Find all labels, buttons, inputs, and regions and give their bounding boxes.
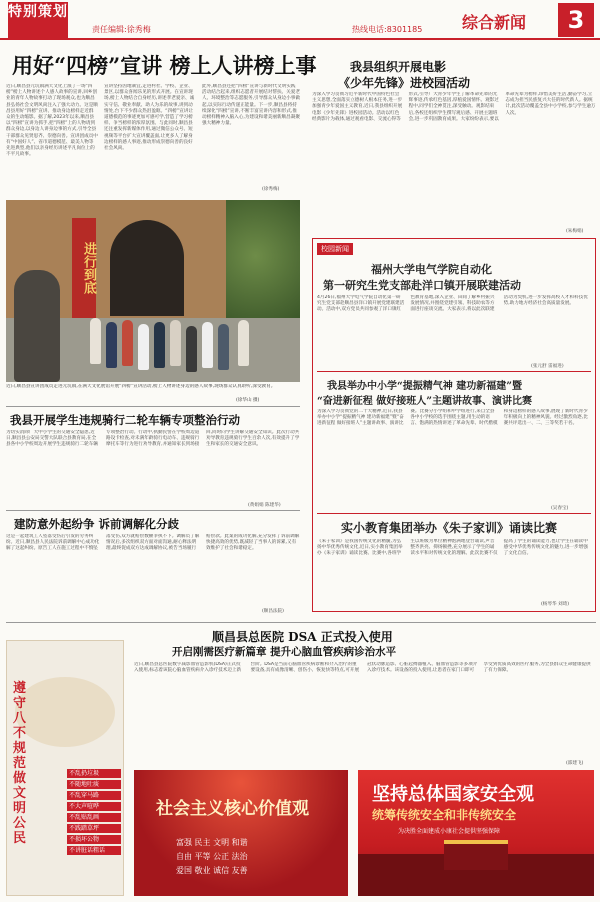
page-header <box>0 0 600 40</box>
youth-headline-2: 《少年先锋》进校园活动 <box>338 76 471 90</box>
hospital-headline-2: 开启刚需医疗新篇章 提升心脑血管疾病诊治水平 <box>172 646 397 658</box>
poster1-item: 不乱扔垃圾 <box>67 769 121 778</box>
poster1-item: 不大声喧哗 <box>67 802 121 811</box>
divider <box>317 513 591 514</box>
traffic-body: 为切实消除广大中小学生的交通安全隐患,近日,顺昌县公安局交警大队联合县教育局,在全县各中小学校周边开展学生违规骑行二轮车辆专项整治行动。行动中,执勤民警在学校周边道路设卡检查,对未满年龄骑行电动车、违规骑行摩托车等行为进行劝导教育,并通知家长到场接回,同时向学生讲解交通安全知识。此次行动共劝导教育违规骑行学生百余人次,有效提升了学生和家长的交通安全意识。 <box>6 430 300 448</box>
hotline-line: 热线电话:8301185 <box>352 25 423 34</box>
photo-banner: 进行到底 <box>72 218 96 318</box>
campus-a1-headline-1: 福州大学电气学院自动化 <box>371 263 492 276</box>
page-number: 3 <box>558 3 594 37</box>
main-body-col1: 近日,顺昌县元坑镇满天文化上演了一场“四榜”榜上人物讲述个人感人故事的宣讲,回乡创业的青年人物故事打动了现场观众,也为顺昌县弘扬社会文明风尚注入了强大动力。这是顺昌县用好“四榜”宣讲、推动身边榜样走近群众的生动缩影。据了解,2023年以来,顺昌县以“四榜”宣讲为抓手,把“四榜”上的人物请到群众身边,以身边人讲身边事的方式,引导全县干部群众见贤思齐、崇德向善。宣讲团成员中有“中国好人”、省市道德模范、最美人物等先进典型,他们以亲身经历讲述平凡岗位上的不平凡故事。 <box>6 84 98 158</box>
campus-a1-headline-2: 第一研究生党支部赴洋口镇开展联建活动 <box>323 279 521 292</box>
hospital-headline-1: 顺昌县总医院 DSA 正式投入使用 <box>212 630 393 644</box>
campus-a2-body: 为深入学习贯彻党的二十大精神,近日,我县举办中小学“提振精气神 建功新福建”暨“奋进新征程 做好接班人”主题讲故事、演讲比赛。比赛分小学组和中学组进行,来自全县各中小学校的选手围绕主题,用生动的语言、饱满的热情讲述了革命先辈、时代楷模和身边榜样的感人故事,展现了新时代青少年积极向上的精神风貌。经过激烈角逐,比赛共评选出一、二、三等奖若干名。 <box>317 409 588 427</box>
main-headline: 用好“四榜”宣讲 榜上人讲榜上事 <box>12 53 317 78</box>
divider <box>6 510 300 511</box>
youth-byline: (朱梅娟) <box>566 229 584 234</box>
divider <box>6 406 300 407</box>
poster3-subtitle: 统筹传统安全和非传统安全 <box>372 808 517 822</box>
traffic-byline: (黄娟娟 陈建华) <box>248 503 281 508</box>
poster3-building <box>444 840 508 870</box>
campus-a1-byline: (张元舒 雷福进) <box>531 364 564 369</box>
civic-poster <box>6 640 124 896</box>
photo-person <box>138 324 149 370</box>
campus-a2-headline-2: “奋进新征程 做好接班人”主题讲故事、演讲比赛 <box>317 396 532 407</box>
poster1-item: 不乱贴乱画 <box>67 813 121 822</box>
mediation-headline: 建防意外起纷争 诉前调解化分歧 <box>14 517 180 531</box>
campus-news-box <box>312 238 596 612</box>
header-rule <box>0 38 600 40</box>
poster1-items <box>67 769 121 857</box>
photo-person <box>122 320 133 366</box>
photo-person <box>170 320 181 366</box>
poster2-bg <box>134 770 348 896</box>
photo-person <box>154 322 165 368</box>
divider <box>317 371 591 372</box>
poster1-item: 不随地吐痰 <box>67 780 121 789</box>
campus-a3-body: 《朱子家训》是我国传统文化的精髓,为弘扬中华优秀传统文化,近日,实小教育集团举办《朱子家训》诵读比赛。比赛中,各班学生以班级为单位精神饱满地登台诵读,声音整齐洪亮、抑扬顿挫,充分展示了学生的诵读水平和对传统文化的理解。此次比赛不仅提高了学生的诵读能力,也让学生在诵读中感受中华优秀传统文化的魅力,进一步增强了文化自信。 <box>317 539 588 557</box>
photo-person <box>90 318 101 364</box>
photo-person <box>238 320 249 366</box>
photo-caption: 近日,顺昌县宣讲团成员走进元坑镇,在满天文化展馆开展“四榜”宣讲活动,榜上人物讲述身边的感人故事,现场群众认真聆听,深受教育。 <box>6 384 276 389</box>
campus-news-badge: 校园新闻 <box>317 243 353 255</box>
photo-statue <box>14 270 60 382</box>
core-values-poster <box>134 770 348 896</box>
main-byline: (徐秀梅) <box>262 187 280 192</box>
hospital-body: 近日,顺昌县总医院数字减影血管造影机(DSA)正式投入使用,标志着该院心脑血管疾病介入诊疗技术迈上新台阶。DSA是当前心脑血管疾病诊断和介入治疗的重要设备,具有成像清晰、创伤小、恢复快等特点,可开展冠状动脉造影、心脏起搏器植入、脑血管造影等多项介入诊疗技术。该设备的投入使用,让患者在家门口即可享受到优质高效的医疗服务,为全县群众生命健康提供了有力保障。 <box>134 662 591 674</box>
editor-line: 责任编辑:徐秀梅 <box>92 25 151 34</box>
photo-doorway <box>110 220 184 316</box>
campus-a3-byline: (杨琴华 刘琦) <box>541 602 570 607</box>
photo-person <box>218 324 229 370</box>
poster1-item: 不乱穿马路 <box>67 791 121 800</box>
mediation-byline: (顺昌法院) <box>262 609 284 614</box>
poster3-small: 为决胜全面建成小康社会提供坚强保障 <box>398 828 501 835</box>
poster2-row: 富强 民主 文明 和谐 <box>176 838 248 847</box>
poster3-title: 坚持总体国家安全观 <box>372 784 534 805</box>
main-body-col2: 宣讲坚持因地制宜,走进村社、学校、企业、景区,以群众喜闻乐见的形式开展。在宣讲现场,榜上人物结合自身经历,讲述孝老爱亲、诚实守信、敬业奉献、助人为乐的故事,讲到动情处,台下不少群众热泪盈眶。“四榜”宣讲让道德模范的事迹更加可感可学,营造了学习榜样、争当榜样的浓厚氛围。与此同时,顺昌县还注重发挥新媒体作用,通过微信公众号、短视频等平台扩大宣讲覆盖面,让更多人了解身边榜样的感人事迹,推动形成崇德向善的良好社会风尚。 <box>104 84 195 152</box>
poster1-title: 遵守八不 规范 做文明公民 <box>13 681 27 846</box>
photo-person <box>186 326 197 372</box>
poster2-row: 爱国 敬业 诚信 友善 <box>176 866 248 875</box>
divider <box>6 622 596 623</box>
poster2-row: 自由 平等 公正 法治 <box>176 852 248 861</box>
poster1-item: 不损坏公物 <box>67 835 121 844</box>
campus-a3-headline: 实小教育集团举办《朱子家训》诵读比赛 <box>341 521 558 535</box>
news-photo <box>6 200 300 382</box>
campus-a1-body: 4月26日,福州大学电气学院自动化第一研究生党支部赴顺昌县洋口镇开展党建联建活动。活动中,双方党员共同参观了洋口镇红色教育基地,深入企业、田间了解乡村振兴发展情况,并围绕党建引领、科技助农等方面进行座谈交流。大家表示,将以此次联建活动为契机,进一步发挥高校人才和科技优势,助力地方经济社会高质量发展。 <box>317 295 588 313</box>
national-security-poster <box>358 770 594 896</box>
campus-a2-byline: (吴春宝) <box>551 506 569 511</box>
traffic-headline: 我县开展学生违规骑行二轮车辆专项整治行动 <box>10 413 240 427</box>
poster1-item: 不讲脏话粗话 <box>67 846 121 855</box>
youth-headline-1: 我县组织开展电影 <box>350 60 447 74</box>
column-logo: 特别策划 <box>8 2 68 38</box>
photo-credit: (徐华山 摄) <box>236 398 260 403</box>
campus-a2-headline-1: 我县举办中小学“提振精气神 建功新福建”暨 <box>327 381 522 392</box>
hospital-byline: (邵建飞) <box>566 761 584 766</box>
mediation-body: 这是一起建筑工人坠落受伤后引发的劳务纠纷。近日,顺昌县人民法院诉前调解中心成功化解了这起纠纷。原告工人在施工过程中不慎坠落受伤,双方就赔偿数额争执不下。调解员了解情况后,多次组织双方面对面沟通,耐心释法明理,最终促成双方达成调解协议,被告当场履行赔偿款。此案的成功化解,充分发挥了诉前调解快捷高效的优势,既减轻了当事人的诉累,又有效维护了社会和谐稳定。 <box>6 534 300 552</box>
section-title: 综合新闻 <box>462 13 527 32</box>
youth-body: 为深入学习贯彻习近平新时代中国特色社会主义思想,全面落实立德树人根本任务,进一步加强青少年爱国主义教育,近日,我县组织开展电影《少年先锋》进校园活动。活动以红色经典影片为载体,通过观看电影、交流心得等形式,引导广大青少年学生了解革命先辈的光辉事迹,传承红色基因,厚植爱国情怀。观影过程中,同学们全神贯注,深受触动。观影结束后,各校还组织学生撰写观后感、开展主题班会,进一步巩固教育成果。大家纷纷表示,要以革命先辈为榜样,珍惜美好生活,勤奋学习,立志成为担当民族复兴大任的时代新人。据统计,此次活动覆盖全县中小学校,参与学生逾万人次。 <box>312 92 596 122</box>
poster-circle <box>15 677 115 747</box>
poster2-title: 社会主义核心价值观 <box>156 799 309 819</box>
photo-person <box>106 322 117 368</box>
photo-person <box>202 322 213 368</box>
main-body-col3: 此外,顺昌县还把“四榜”宣讲与新时代文明实践活动结合起来,组织志愿者开展结对帮扶、关爱老人、环境整治等志愿服务,引导群众从身边小事做起,以实际行动传递正能量。下一步,顺昌县将持续深化“四榜”宣讲,不断丰富宣讲内容和形式,推动榜样精神入脑入心,为建设和谐美丽新顺昌凝聚强大精神力量。 <box>202 84 300 127</box>
poster1-item: 不践踏草坪 <box>67 824 121 833</box>
